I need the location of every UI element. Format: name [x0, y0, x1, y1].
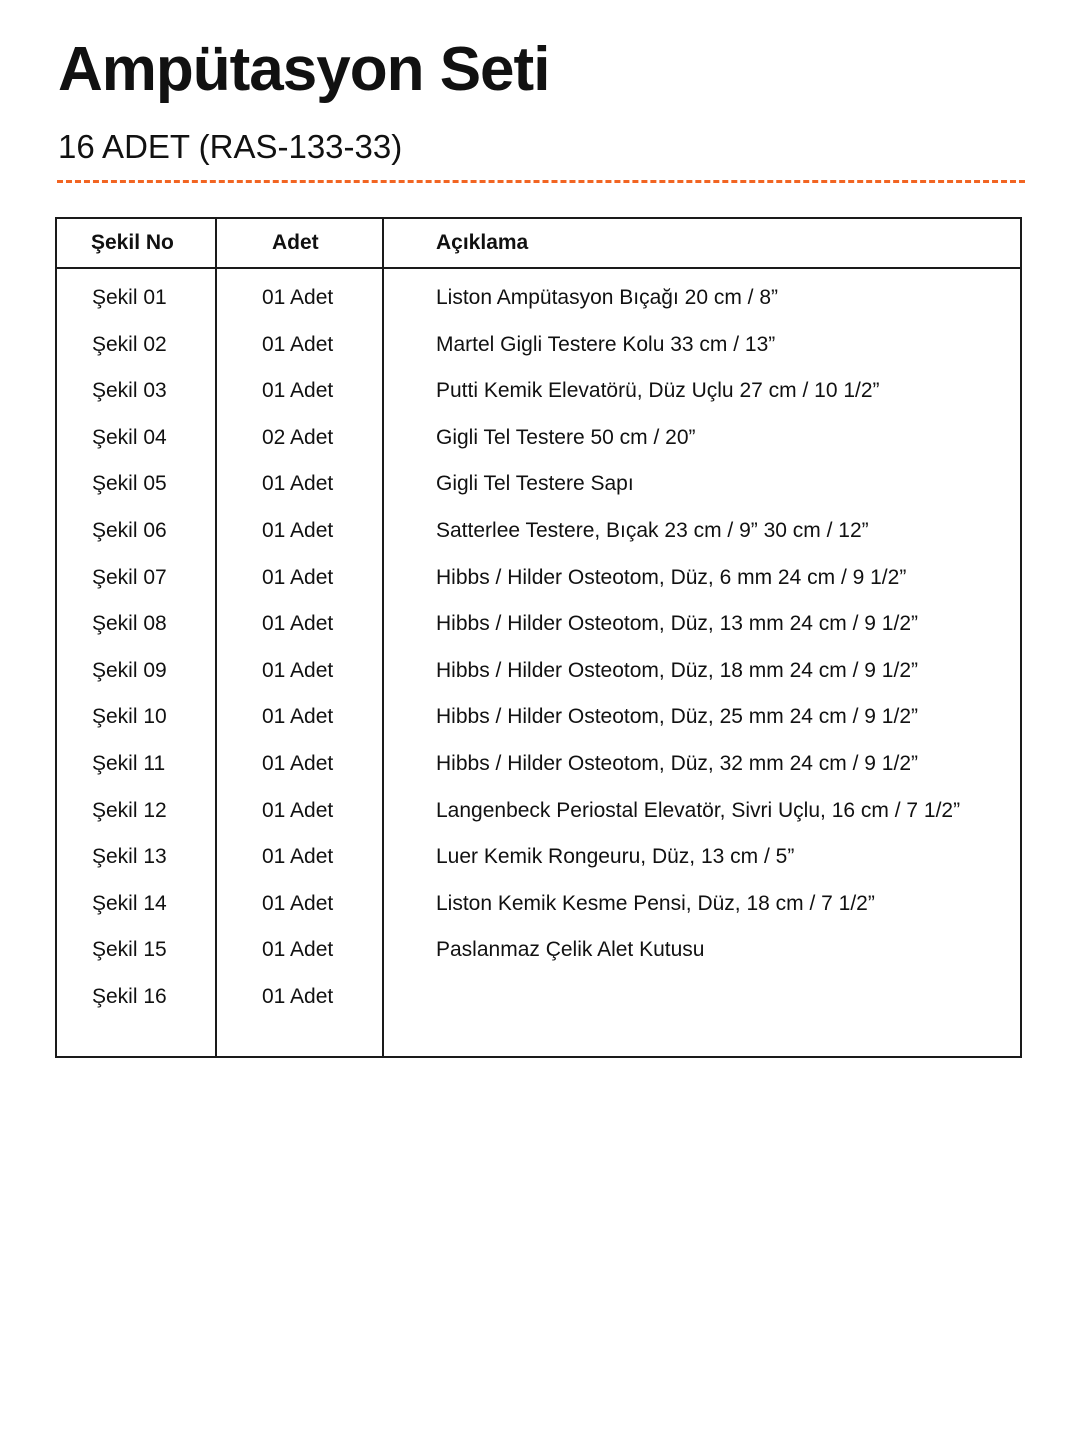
cell-adet: 01 Adet — [262, 379, 334, 403]
cell-sekil-no: Şekil 13 — [92, 845, 167, 869]
table-row — [57, 330, 1020, 377]
table-row — [57, 516, 1020, 563]
table-row — [57, 609, 1020, 656]
cell-adet: 01 Adet — [262, 286, 334, 309]
cell-aciklama: Hibbs / Hilder Osteotom, Düz, 25 mm 24 cm / 9 1/2” — [436, 705, 918, 729]
cell-sekil-no: Şekil 11 — [92, 751, 166, 775]
cell-sekil-no: Şekil 09 — [92, 658, 167, 682]
table-row — [57, 656, 1020, 703]
table-row — [57, 702, 1020, 749]
dashed-divider — [57, 180, 1025, 183]
cell-aciklama: Satterlee Testere, Bıçak 23 cm / 9” 30 cm / 12” — [436, 518, 869, 542]
cell-sekil-no: Şekil 04 — [92, 425, 167, 449]
cell-adet: 01 Adet — [262, 332, 334, 356]
header-divider — [57, 267, 1020, 269]
cell-aciklama: Hibbs / Hilder Osteotom, Düz, 13 mm 24 cm / 9 1/2” — [436, 612, 918, 636]
table-row — [57, 283, 1020, 330]
cell-adet: 01 Adet — [262, 518, 334, 542]
cell-sekil-no: Şekil 14 — [92, 891, 167, 915]
cell-adet: 01 Adet — [262, 798, 334, 822]
cell-aciklama: Liston Ampütasyon Bıçağı 20 cm / 8” — [436, 286, 779, 309]
table-row — [57, 563, 1020, 610]
header-aciklama: Açıklama — [436, 231, 529, 254]
cell-aciklama: Putti Kemik Elevatörü, Düz Uçlu 27 cm / 10 1/2” — [436, 379, 880, 403]
cell-aciklama: Liston Kemik Kesme Pensi, Düz, 18 cm / 7 1/2” — [436, 891, 875, 915]
header-adet: Adet — [272, 231, 319, 254]
cell-aciklama: Hibbs / Hilder Osteotom, Düz, 32 mm 24 cm / 9 1/2” — [436, 751, 918, 775]
cell-sekil-no: Şekil 07 — [92, 565, 167, 589]
cell-aciklama: Gigli Tel Testere Sapı — [436, 472, 634, 496]
cell-sekil-no: Şekil 10 — [92, 705, 167, 729]
cell-sekil-no: Şekil 15 — [92, 938, 167, 962]
table-row — [57, 469, 1020, 516]
cell-aciklama: Martel Gigli Testere Kolu 33 cm / 13” — [436, 332, 776, 356]
table-body — [57, 283, 1020, 1029]
cell-adet: 01 Adet — [262, 658, 334, 682]
cell-aciklama: Hibbs / Hilder Osteotom, Düz, 6 mm 24 cm / 9 1/2” — [436, 565, 907, 589]
table-row — [57, 376, 1020, 423]
cell-sekil-no: Şekil 03 — [92, 379, 167, 403]
cell-sekil-no: Şekil 16 — [92, 984, 167, 1008]
table-row — [57, 842, 1020, 889]
cell-aciklama: Paslanmaz Çelik Alet Kutusu — [436, 938, 705, 962]
cell-sekil-no: Şekil 12 — [92, 798, 167, 822]
table-row — [57, 935, 1020, 982]
cell-aciklama: Luer Kemik Rongeuru, Düz, 13 cm / 5” — [436, 845, 795, 869]
cell-aciklama: Gigli Tel Testere 50 cm / 20” — [436, 425, 696, 449]
table-row — [57, 796, 1020, 843]
cell-adet: 01 Adet — [262, 472, 334, 496]
cell-adet: 01 Adet — [262, 751, 334, 775]
table-row — [57, 749, 1020, 796]
cell-adet: 01 Adet — [262, 845, 334, 869]
header-sekil-no: Şekil No — [91, 231, 174, 254]
table-row — [57, 982, 1020, 1029]
cell-sekil-no: Şekil 01 — [92, 286, 167, 309]
page-subtitle: 16 ADET (RAS-133-33) — [58, 128, 403, 165]
cell-adet: 01 Adet — [262, 984, 334, 1008]
cell-adet: 01 Adet — [262, 705, 334, 729]
cell-aciklama: Langenbeck Periostal Elevatör, Sivri Uçlu, 16 cm / 7 1/2” — [436, 798, 961, 822]
cell-adet: 01 Adet — [262, 891, 334, 915]
cell-sekil-no: Şekil 08 — [92, 612, 167, 636]
page-title: Ampütasyon Seti — [58, 35, 550, 104]
cell-adet: 01 Adet — [262, 612, 334, 636]
cell-adet: 02 Adet — [262, 425, 334, 449]
table-row — [57, 889, 1020, 936]
cell-sekil-no: Şekil 06 — [92, 518, 167, 542]
cell-sekil-no: Şekil 02 — [92, 332, 167, 356]
table-row — [57, 423, 1020, 470]
parts-table — [55, 217, 1022, 1058]
cell-adet: 01 Adet — [262, 565, 334, 589]
cell-aciklama: Hibbs / Hilder Osteotom, Düz, 18 mm 24 cm / 9 1/2” — [436, 658, 918, 682]
cell-sekil-no: Şekil 05 — [92, 472, 167, 496]
cell-adet: 01 Adet — [262, 938, 334, 962]
